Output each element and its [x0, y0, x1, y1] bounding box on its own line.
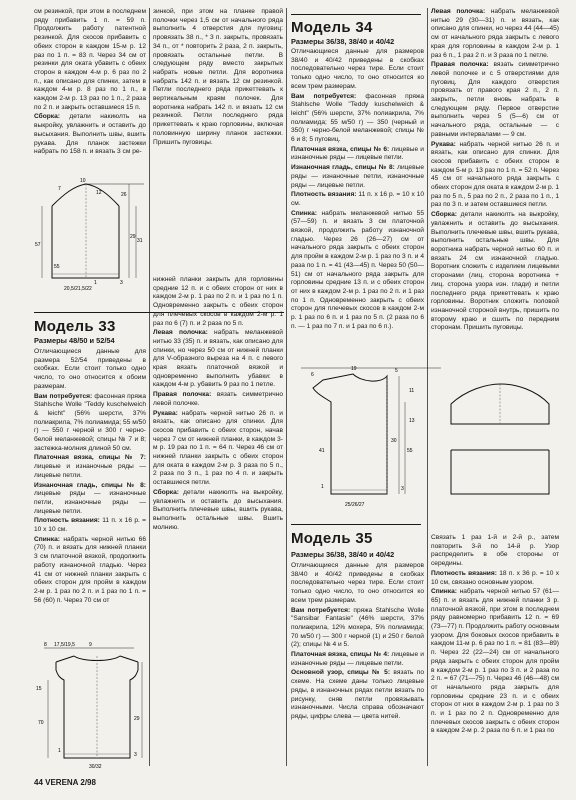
schema-label: 20,5/21,5/22 [64, 286, 92, 292]
model-35-sizes: Размеры 36/38, 38/40 и 40/42 [291, 550, 395, 559]
paragraph [431, 534, 559, 569]
paragraph-text: лицевые и изнаночные ряды — лицевые петли. [291, 145, 424, 162]
section-rule [291, 14, 421, 15]
schema-label: 11 [409, 388, 415, 394]
paragraph-text: набрать черной нитью 26 п. и вязать, как описано для спинки. Для скосов прибавить с обеих сторон, начав через 7 см от нижней планки, в каждом 3-м р. 19 раз по 1 п. = 64 п. Через 46 см от нижней планки закрыть с обеих сторон для оката в каждом 2-м р. 3 раза по 5 п., 2 раза по 3 п., 1 раз по 4 п. и закрыть оставшиеся петли. [153, 409, 283, 487]
paragraph [153, 8, 283, 147]
back-pattern-diagram [34, 640, 148, 772]
schema-label: 41 [319, 448, 325, 454]
paragraph-heading: Изнаночная гладь, спицы № 8: [34, 481, 146, 489]
paragraph [34, 393, 146, 454]
paragraph-text: 11 п. х 16 р. = 10 х 10 см. [291, 191, 424, 207]
paragraph-heading: Спинка: [431, 588, 457, 596]
paragraph-text: лицевые ряды — изнаночные петли, изнаночные ряды — лицевые петли. [34, 490, 146, 515]
paragraph [34, 482, 146, 517]
paragraph-text: набрать черной нитью 26 п. и вязать, как описано для спинки. Для скосов прибавить с обеих сторон в каждом 5-м р. 13 раз по 1 п. = 52 п. Через 45 см от начального ряда закрыть с обеих сторон для оката в каждом 2-м р. 1 раз по 5 п., 5 раз по 2 п., 2 раза по 1 п., 1 раз по 3 п. и затем оставшиеся петли. [431, 140, 559, 209]
paragraph-heading: Правая полочка: [153, 391, 212, 399]
schema-label: 1 [94, 280, 97, 286]
model-34-title: Модель 34 [291, 19, 373, 36]
paragraph-text: набрать черной нитью 57 (61—65) п. и вязать для нижней планки 3 р. платочной вязкой, при этом в последнем ряду равномерно прибавить 12 п. = 69 (73—77) п. Продолжить работу основным узором. Для боковых скосов прибавить в каждом 11-м р. 6 раз по 1 п. = 81 (83—89) п. Через 22 (22—24) см от начального ряда закрыть с обеих сторон для пройм в каждом 2-м р. 1 раз по 3 п. и 2 раза по 2 п. = 67 (71—75) п. Через 46 (46—48) см от начального ряда закрыть для горловины средние 23 п. и с обеих сторон от них в каждом 2-м р. 1 раз по 3 п. и 1 раз по 2 п. Одновременно для плечевых скосов закрыть с обеих сторон в каждом 2-м р. 2 раза по 6 п. и 1 раз по [431, 588, 559, 735]
paragraph-heading: Вам потребуется: [34, 392, 93, 400]
paragraph [153, 410, 283, 488]
text-column-2-model-33 [153, 276, 283, 736]
paragraph [291, 146, 424, 163]
paragraph-heading: Правая полочка: [431, 61, 489, 69]
paragraph-text: 18 п. х 36 р. = 10 х 10 см, связано основным узором. [431, 569, 559, 586]
text-column-2-top [153, 8, 283, 208]
schema-label: 13 [409, 418, 415, 424]
schema-label: 10 [80, 178, 86, 184]
paragraph-text: детали накиюлть на выкройку, увлажнить и оставить до высыхания. Выполнить швы, вшить рукава. Для планок застежки набрать по 158 п. и вязать 3 см ре- [34, 113, 146, 156]
paragraph [153, 489, 283, 533]
schema-label: 70 [38, 720, 44, 726]
paragraph-text: набрать меланжевой нитью 33 (35) п. и вязать, как описано для спинки, но через 50 см от нижней планки для V-образного выреза на 4 п. с левого края вязать платочной вязкой и одновременно выполнить убавки: в каждом 4-м р. убавить 9 раз по 1 петле. [153, 329, 283, 389]
paragraph-heading: Основной узор, спицы № 5: [291, 669, 391, 677]
paragraph [34, 454, 146, 480]
paragraph-heading: Сборка: [153, 488, 179, 496]
paragraph-heading: Платочная вязка, спицы № 4: [291, 651, 390, 659]
paragraph [291, 93, 424, 145]
paragraph [431, 570, 559, 587]
schema-label: 15 [36, 686, 42, 692]
paragraph [34, 517, 146, 534]
paragraph-heading: Спинка: [34, 535, 60, 543]
paragraph-text: набрать меланжевой нитью 55 (57—59) п. и вязать 3 см платочной вязкой, продолжить работу изнаночной гладью. Через 26 (26—27) см от начального ряда закрыть с обеих сторон для пройм в каждом 2-м р. 1 раз по 3 п. и 4 раза по 1 п. = 41 (43—45) п. Через 50 (50—51) см от начального ряда закрыть для горловины средние 13 п. и с обеих сторон от них в каждом 2-м р. 1 раз по 2 п. и 1 раз по 1 п. Одновременно закрыть с обеих сторон для плечевых скосов в каждом 2-м р. 1 раз по 6 п. и 1 раз по 5 п. (2 раза по 6 п. — 1 раз по 7 п. и 1 раз по 6 п.). [291, 209, 424, 330]
text-column-1-top [34, 8, 146, 174]
paragraph-text: набрать черной нитью 66 (70) п. и вязать для нижней планки 3 см платочной вязкой, продолжить работу изнаночной гладью. Через 41 см от нижней планки закрыть с обеих сторон для пройм в каждом 2-м р. 1 раз по 2 п. и 1 раз по 1 п. = 56 (60) п. Через 70 см от [34, 535, 146, 604]
paragraph-heading: Спинка: [291, 209, 317, 217]
schema-label: 25/26/27 [345, 502, 365, 508]
paragraph-text: 11 п. х 16 р. = 10 х 10 см. [34, 517, 146, 534]
paragraph [291, 562, 424, 606]
paragraph-text: вязать симметрично левой полочке и с 5 отверстиями для пуговиц. Для каждого отверстия провязать от правого края 2 п., 2 п. закрыть, петли вновь набрать в следующем ряду. Первое отверстие выполнить через 5 (5—6) см от начального ряда, остальные — с равными интервалами — 9 см. [431, 61, 559, 138]
paragraph-text: пряжа Stahlsche Wolle "Sansibar Fantasie" (46% шерсти, 37% полиакрила, 12% мохера, 5% полиамида; 70 м/50 г) — 300 г черной (1) и 250 г белой (2); спицы № 4 и 5. [291, 606, 424, 649]
schema-label: 3 [120, 280, 123, 286]
model-34-sizes: Размеры 36/38, 38/40 и 40/42 [291, 37, 395, 46]
schema-label: 26 [121, 192, 127, 198]
paragraph-text: Отличающиеся данные для размеров 38/40 и 40/42 приведены в скобках последовательно через тире. Если стоит только одно число, то оно относится ко всем трем размерам. [291, 48, 424, 90]
paragraph [34, 536, 146, 606]
paragraph-text: детали накиюлть на выкройку, увлажнить и оставить до высыхания. Выполнить плечевые швы, вшить рукава, выполнить остальные швы. Вшить молнию. [153, 488, 283, 531]
paragraph-text: нижней планки закрыть для горловины средние 12 п. и с обеих сторон от них в каждом 2-м р. 1 раз по 2 п. и 1 раз по 1 п. Одновременно закрыть с обеих сторон для плечевых скосов в каждом 2-м р. 1 раз по 6 (7) п. и 2 раза по 5 п. [153, 276, 283, 327]
paragraph [34, 8, 146, 112]
paragraph [291, 191, 424, 208]
paragraph [431, 211, 559, 333]
paragraph-heading: Платочная вязка, спицы № 7: [34, 454, 146, 462]
page-footer: 44 VERENA 2/98 [34, 778, 96, 787]
paragraph-text: Отличающиеся данные для размеров 38/40 и 40/42 приведены в скобках последовательно через тире. Если стоит только одно число, то оно относится ко всем трем размерам. [291, 562, 424, 604]
model-33-sizes: Размеры 48/50 и 52/54 [34, 336, 115, 345]
schema-label: 1 [321, 484, 324, 490]
paragraph-text: лицевые и изнаночные ряды — лицевые петли. [291, 651, 424, 667]
paragraph-heading: Вам потребуется: [291, 92, 357, 100]
section-rule [291, 524, 421, 525]
paragraph-heading: Платочная вязка, спицы № 6: [291, 145, 390, 153]
column-divider [149, 8, 150, 766]
column-divider [286, 8, 287, 766]
text-column-4-model-34 [431, 8, 559, 348]
paragraph [291, 651, 424, 668]
sleeve-pattern-diagram [34, 176, 146, 304]
text-column-4-model-35 [431, 534, 559, 772]
paragraph-text: вязать симметрично левой полочке. [153, 391, 283, 407]
schema-label: 30 [391, 438, 397, 444]
paragraph [431, 8, 559, 60]
paragraph [431, 588, 559, 736]
paragraph-heading: Сборка: [34, 113, 60, 121]
paragraph-text: зинкой, при этом на планке правой полочки через 1,5 см от начального ряда выполнить 4 отверстия для пуговиц: провязать 38 п., * 3 п. закрыть, провязать 34 п., от * повторить 2 раза, 2 п. закрыть, провязать остальные петли. В следующем ряду вместо закрытых набрать новые петли. Для воротника набрать 142 п. и вязать 12 см резинкой. Петли последнего ряда прикеттевать к вертикальным краям полочек. Для воротника набрать 142 п. и вязать 12 см резинкой. Петли последнего ряда прикеттевать к краю горловины, включая половинную ширину планок застежки. Пришить пуговицы. [153, 8, 283, 146]
paragraph-heading: Рукава: [153, 409, 178, 417]
paragraph-heading: Левая полочка: [431, 8, 486, 15]
paragraph-text: детали накиюлть на выкройку, увлажнить и оставить до высыхания. Выполнить плечевые швы, вшить рукава, выполнить остальные швы. Для воротника набрать черной нитью 60 п. и вязать 24 см изнаночной гладью. Воротник сложить с изделием лицевыми сторонами (лиц. сторона воротника + лиц. сторона узора изн. глади) и петли последнего ряда прикеттевать к краю горловины. Воротник сложить половой изнаночной стороной внутрь, пришить по второму краю и сшить по передним сторонам. Пришить пуговицы. [431, 211, 559, 332]
paragraph-heading: Рукава: [431, 140, 456, 148]
paragraph-heading: Плотность вязания: [431, 569, 497, 577]
paragraph [291, 669, 424, 721]
paragraph [153, 391, 283, 408]
paragraph-heading: Плотность вязания: [291, 191, 357, 199]
schema-label: 19 [351, 366, 357, 372]
schema-label: 7 [58, 186, 61, 192]
paragraph-text: вязать по схеме. На схеме даны только лицевые ряды, в изнаночных рядах петли вязать по рисунку, сняв петли провязывать изнаночными. Числа справа обозначают ряды, цифры слева — цвета нитей. [291, 669, 424, 720]
schema-label: 5 [395, 368, 398, 374]
paragraph-text: набрать меланжевой нитью 29 (30—31) п. и вязать, как описано для спинки, но через 44 (44—45) см от начального ряда закрыть с левого края для горловины в каждом 2-м р. 1 раз 6 п., 1 раз 2 п. и 3 раза по 1 петле. [431, 8, 559, 59]
paragraph-text: фасонная пряжа Stahlsche Wolle "Teddy kuschelweich & leicht" (56% шерсти, 37% полиакрила, 7% полиамида; 55 м/50 г) — 550 г черной и 300 г черно-белой меланжевой; спицы № 7 и 8; застежка-молния длиной 50 см. [34, 392, 146, 452]
paragraph [291, 48, 424, 92]
paragraph [34, 348, 146, 392]
schema-label: 6 [311, 372, 314, 378]
model-33-title: Модель 33 [34, 318, 116, 335]
paragraph-heading: Вам потребуется: [291, 606, 351, 614]
paragraph [34, 113, 146, 157]
paragraph-text: Связать 1 раз 1-й и 2-й р., затем повторить 3-й по 14-й р. Узор распределить в обе стороны от середины. [431, 534, 559, 568]
paragraph [153, 329, 283, 390]
schema-label: 3 [401, 486, 404, 492]
schema-label: 30/32 [89, 764, 102, 770]
paragraph [291, 607, 424, 651]
paragraph [291, 210, 424, 332]
schema-label: 57 [35, 242, 41, 248]
text-column-1-model-33 [34, 348, 146, 640]
schema-label: 9 [89, 642, 92, 648]
paragraph [431, 61, 559, 139]
schema-label: 8 [44, 642, 47, 648]
paragraph-text: см резинкой, при этом в последнем ряду прибавить 1 п. = 59 п. Продолжить работу патентной резинкой. Для скосов прибавить с обеих сторон в каждом 15-м р. 12 раз по 1 п. = 83 п. Через 34 см от резинки для оката убавить с обеих сторон в каждом 4-м р. 6 раз по 2 п., как описано для спинки, затем в каждом 4-м р. 8 раз по 1 п., в каждом 2-м р. 13 раз по 1 п., 2 раза по 2 п. и закрыть оставшиеся 15 п. [34, 8, 146, 111]
schema-label: 29 [134, 716, 140, 722]
schema-label: 31 [137, 238, 143, 244]
paragraph-heading: Изнаночная гладь, спицы № 8: [291, 164, 395, 172]
schema-label: 29 [130, 234, 136, 240]
paragraph [291, 164, 424, 190]
model-35-title: Модель 35 [291, 530, 373, 547]
cardigan-pattern-diagram [291, 362, 559, 522]
paragraph-heading: Левая полочка: [153, 329, 208, 337]
paragraph-text: Отличающиеся данные для размера 52/54 приведены в скобках. Если стоит только одно число, то оно относится к обоим размерам. [34, 348, 146, 390]
paragraph-text: фасонная пряжа Stahlsche Wolle "Teddy kuschelweich & leicht" (56% шерсти, 37% полиакрила, 7% полиамида; 55 м/50 г) — 350 (черный и 350) г черно-белой меланжевой; спицы № 6 и 8; 5 пуговиц. [291, 92, 424, 144]
schema-label: 3 [134, 752, 137, 758]
schema-label: 12 [96, 190, 102, 196]
paragraph-heading: Сборка: [431, 211, 457, 219]
paragraph-heading: Плотность вязания: [34, 517, 100, 525]
text-column-3-model-35 [291, 562, 424, 772]
paragraph-text: лицевые ряды — изнаночные петли, изнаночные ряды — лицевые петли. [291, 164, 424, 189]
paragraph [431, 141, 559, 211]
paragraph-text: лицевые и изнаночные ряды — лицевые петли. [34, 463, 146, 479]
schema-label: 55 [407, 448, 413, 454]
schema-label: 55 [54, 264, 60, 270]
text-column-3-model-34 [291, 48, 424, 362]
schema-label: 1 [58, 748, 61, 754]
paragraph [153, 276, 283, 328]
schema-label: 17,5/19,5 [54, 642, 75, 648]
